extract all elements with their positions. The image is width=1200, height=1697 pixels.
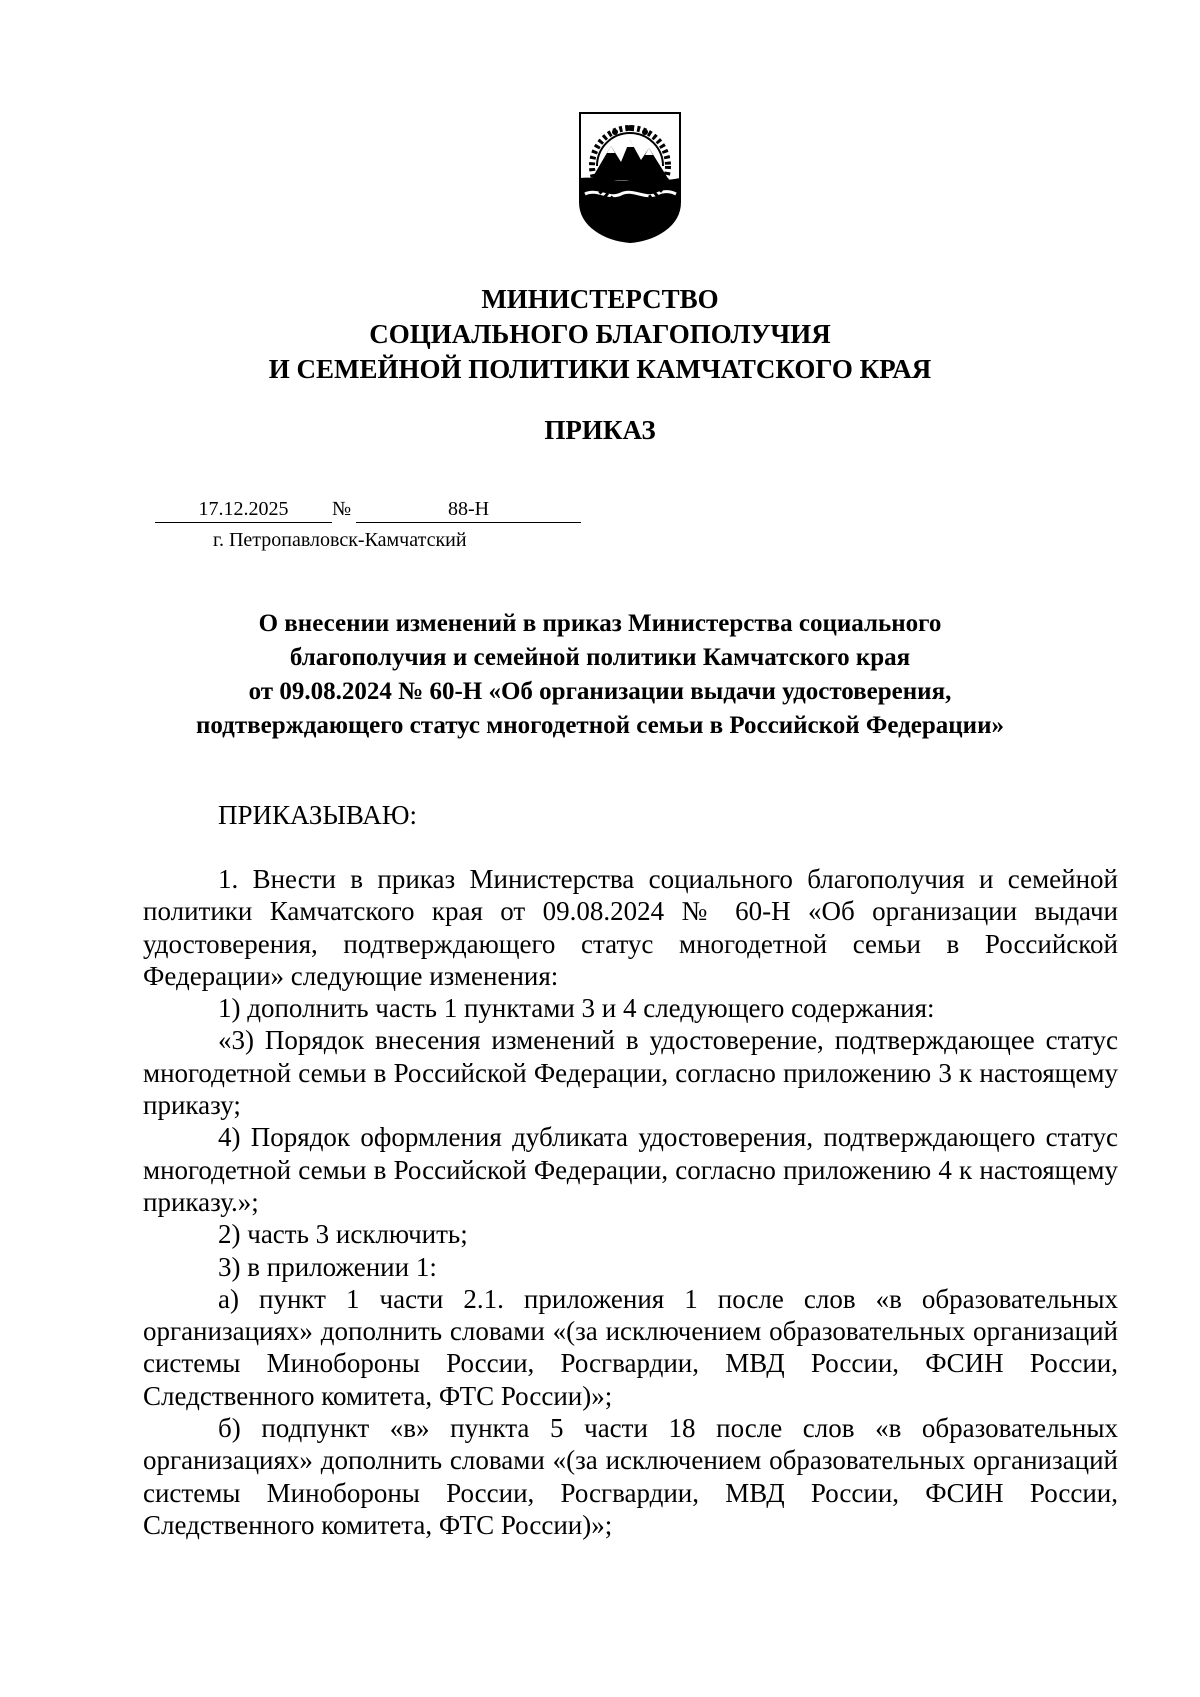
body-paragraph: 4) Порядок оформления дубликата удостоверения, подтверждающего статус многодетной семьи в Российской Федерации, согласно приложению 4 к настоящему приказу.»; [143,1122,1118,1217]
body-paragraph: а) пункт 1 части 2.1. приложения 1 после слов «в образовательных организациях» дополнить словами «(за исключением образовательных организаций системы Минобороны России, Росгвардии, МВД России, ФСИН России, Следственного комитета, ФТС России)»; [143,1283,1118,1411]
ministry-name-line: СОЦИАЛЬНОГО БЛАГОПОЛУЧИЯ [369,319,831,349]
kamchatka-coat-of-arms-icon [577,110,683,244]
document-type: ПРИКАЗ [544,415,656,445]
order-number: 88-Н [356,496,581,523]
document-body [143,863,1118,1541]
body-paragraph: 1. Внести в приказ Министерства социального благополучия и семейной политики Камчатского края от 09.08.2024 № 60-Н «Об организации выдачи удостоверения, подтверждающего статус многодетной семьи в Российской Федерации» следующие изменения: [143,864,1118,991]
ministry-name-line: И СЕМЕЙНОЙ ПОЛИТИКИ КАМЧАТСКОГО КРАЯ [268,354,932,384]
order-date: 17.12.2025 [155,496,332,523]
order-number-sign: № [332,498,352,520]
body-paragraph: 2) часть 3 исключить; [218,1219,468,1250]
body-paragraph: «3) Порядок внесения изменений в удостоверение, подтверждающее статус многодетной семьи в Российской Федерации, согласно приложению 3 к настоящему приказу; [143,1025,1118,1121]
subject-line: благополучия и семейной политики Камчатского края [289,644,911,671]
subject-line: О внесении изменений в приказ Министерства социального [258,610,942,637]
body-paragraph: 1) дополнить часть 1 пунктами 3 и 4 следующего содержания: [218,993,935,1024]
order-directive: ПРИКАЗЫВАЮ: [218,800,417,830]
subject-line: подтверждающего статус многодетной семьи в Российской Федерации» [196,712,1004,739]
subject-line: от 09.08.2024 № 60-Н «Об организации выдачи удостоверения, [248,678,952,705]
ministry-name-line: МИНИСТЕРСТВО [481,284,719,314]
body-paragraph: 3) в приложении 1: [218,1251,437,1282]
city-name: г. Петропавловск-Камчатский [213,529,467,551]
body-paragraph: б) подпункт «в» пункта 5 части 18 после слов «в образовательных организациях» дополнить словами «(за исключением образовательных организаций системы Минобороны России, Росгвардии, МВД России, ФСИН России, Следственного комитета, ФТС России)»; [143,1413,1118,1540]
